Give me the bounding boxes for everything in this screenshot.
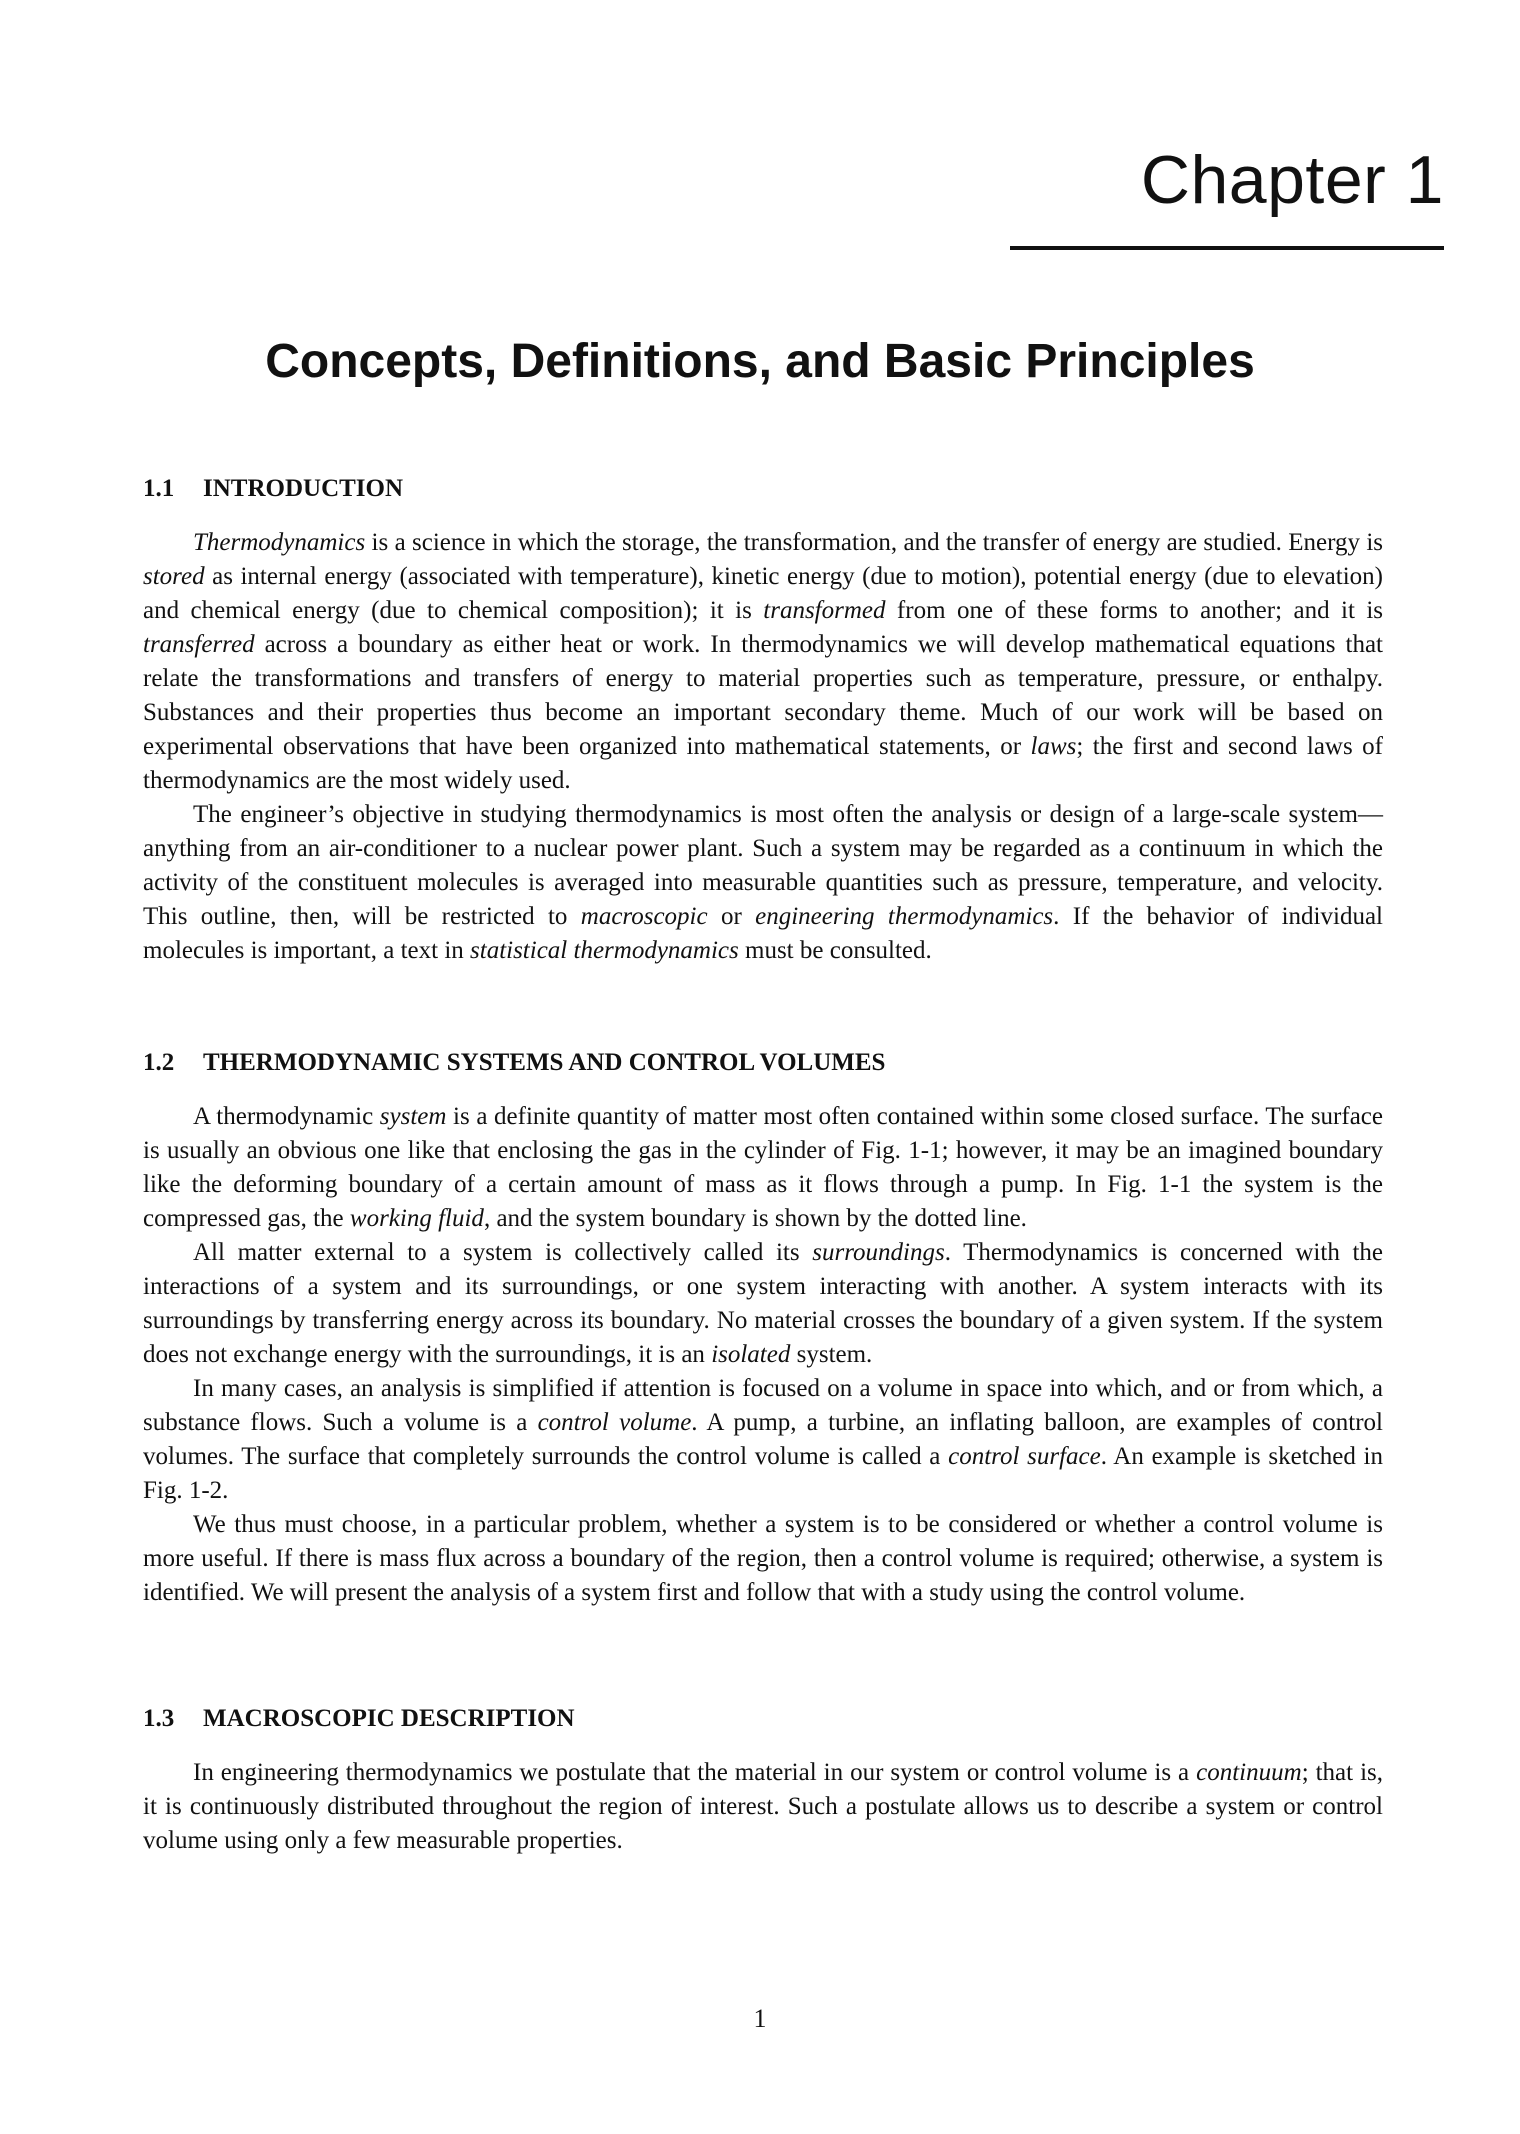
text-run: All matter external to a system is collectively called its [193,1239,813,1266]
text-run: . An example is sketched in Fig. 1-2. [143,1443,1383,1504]
paragraph [143,1372,1383,1508]
paragraph [143,798,1383,968]
section-macroscopic-description [143,1702,1383,1858]
italic-term: surroundings [812,1239,945,1266]
italic-term: transformed [763,597,886,624]
page-number: 1 [753,2004,767,2033]
text-run: . A pump, a turbine, an inflating balloon, are examples of control volumes. The surface that completely surrounds the control volume is called a [143,1409,1383,1470]
section-heading [143,1702,1383,1736]
section-introduction [143,472,1383,968]
section-number: 1.2 [143,1049,175,1076]
italic-term: working fluid [349,1205,484,1232]
italic-term: system [379,1103,447,1130]
text-run: from one of these forms to another; and it is [885,597,1383,624]
text-run: In engineering thermodynamics we postulate that the material in our system or control volume is a [193,1759,1197,1786]
italic-term: engineering thermodynamics [755,903,1054,930]
paragraph [143,1756,1383,1858]
text-run: . Thermodynamics is concerned with the interactions of a system and its surroundings, or one system interacting with another. A system interacts with its surroundings by transferring energy across its boundary. No material crosses the boundary of a given system. If the system does not exchange energy with the surroundings, it is an [143,1239,1383,1368]
italic-term: control volume [537,1409,692,1436]
section-heading [143,472,1383,506]
text-run: is a definite quantity of matter most often contained within some closed surface. The surface is usually an obvious one like that enclosing the gas in the cylinder of Fig. 1-1; however, it may be an imagined boundary like the deforming boundary of a certain amount of mass as it flows through a pump. In Fig. 1-1 the system is the compressed gas, the [143,1103,1383,1232]
section-title: THERMODYNAMIC SYSTEMS AND CONTROL VOLUMES [203,1049,886,1076]
italic-term: isolated [711,1341,791,1368]
chapter-rule [1010,246,1444,250]
text-run: as internal energy (associated with temperature), kinetic energy (due to motion), potential energy (due to elevation) and chemical energy (due to chemical composition); it is [143,563,1383,624]
section-heading [143,1046,1383,1080]
paragraph [143,1100,1383,1236]
italic-term: statistical thermodynamics [470,937,739,964]
italic-term: transferred [143,631,255,658]
text-run: system. [790,1341,873,1368]
italic-term: stored [143,563,205,590]
italic-term: macroscopic [580,903,708,930]
text-run: A thermodynamic [193,1103,380,1130]
text-run: ; the first and second laws of thermodynamics are the most widely used. [143,733,1383,794]
paragraph [143,1508,1383,1610]
text-run: across a boundary as either heat or work. In thermodynamics we will develop mathematical equations that relate the transformations and transfers of energy to material properties such as temperature, pressure, or enthalpy. Substances and their properties thus become an important secondary theme. Much of our work will be based on experimental observations that have been organized into mathematical statements, or [143,631,1383,760]
section-number: 1.3 [143,1705,175,1732]
section-title: MACROSCOPIC DESCRIPTION [203,1705,575,1732]
text-run: The engineer’s objective in studying thermodynamics is most often the analysis or design of a large-scale system—anything from an air-conditioner to a nuclear power plant. Such a system may be regarded as a continuum in which the activity of the constituent molecules is averaged into measurable quantities such as pressure, temperature, and velocity. This outline, then, will be restricted to [143,801,1383,930]
text-run: must be consulted. [738,937,932,964]
text-run: We thus must choose, in a particular problem, whether a system is to be considered or whether a control volume is more useful. If there is mass flux across a boundary of the region, then a control volume is required; otherwise, a system is identified. We will present the analysis of a system first and follow that with a study using the control volume. [143,1511,1383,1606]
paragraph [143,1236,1383,1372]
paragraph [143,526,1383,798]
italic-term: laws [1030,733,1077,760]
body-text [143,472,1383,1858]
text-run: or [707,903,756,930]
chapter-title: Concepts, Definitions, and Basic Principles [265,335,1255,388]
section-number: 1.1 [143,475,175,502]
text-run: ; that is, it is continuously distributed throughout the region of interest. Such a postulate allows us to describe a system or control volume using only a few measurable properties. [143,1759,1384,1854]
text-run: . If the behavior of individual molecules is important, a text in [143,903,1383,964]
text-run: In many cases, an analysis is simplified if attention is focused on a volume in space into which, and or from which, a substance flows. Such a volume is a [143,1375,1383,1436]
italic-term: Thermodynamics [193,529,366,556]
italic-term: control surface [948,1443,1101,1470]
section-title: INTRODUCTION [203,475,404,502]
italic-term: continuum [1196,1759,1302,1786]
text-run: , and the system boundary is shown by the dotted line. [483,1205,1027,1232]
chapter-label: Chapter 1 [1140,142,1444,218]
text-run: is a science in which the storage, the transformation, and the transfer of energy are studied. Energy is [365,529,1383,556]
section-systems-control-volumes [143,1046,1383,1610]
